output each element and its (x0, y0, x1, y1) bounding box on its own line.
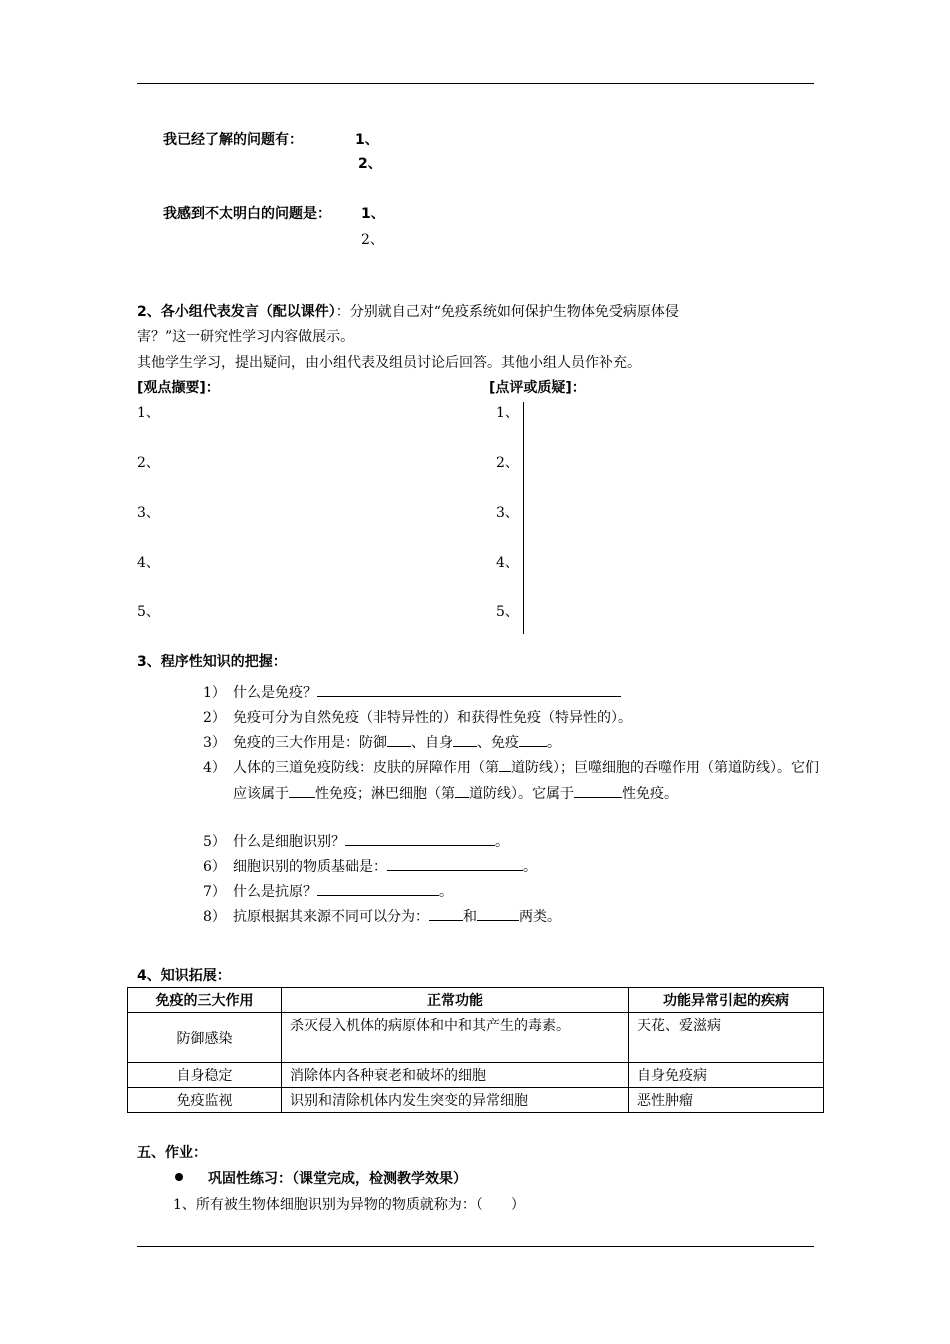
answer-blank[interactable] (387, 856, 523, 871)
practice-label: 巩固性练习：（课堂完成，检测教学效果） (208, 1171, 467, 1187)
viewpoint-item-1: 1、 (137, 405, 160, 421)
table-header-row (128, 988, 824, 1013)
answer-blank[interactable] (317, 881, 439, 896)
known-item-1: 1、 (355, 132, 379, 148)
column-divider (523, 402, 524, 634)
table-cell: 恶性肿瘤 (629, 1088, 824, 1113)
list-item-8: 8） 抗原根据其来源不同可以分为： 和 两类。 (203, 904, 823, 930)
section2-line1 (137, 301, 679, 321)
answer-blank[interactable] (455, 783, 469, 798)
list-item-5: 5） 什么是细胞识别？ 。 (203, 829, 823, 855)
unclear-item-1: 1、 (361, 206, 385, 222)
table-row (128, 1013, 824, 1063)
answer-blank[interactable] (499, 757, 511, 772)
viewpoint-item-4: 4、 (137, 555, 160, 571)
table-cell: 杀灭侵入机体的病原体和中和其产生的毒素。 (282, 1013, 629, 1063)
answer-blank[interactable] (429, 906, 463, 921)
table-header: 功能异常引起的疾病 (629, 988, 824, 1013)
list-item-3: 3） 免疫的三大作用是：防御 、自身 、免疫 。 (203, 730, 823, 756)
item-number: 2） (203, 710, 226, 726)
answer-blank[interactable] (387, 732, 411, 747)
answer-blank[interactable] (317, 682, 621, 697)
comment-item-1: 1、 (496, 405, 519, 421)
comment-item-3: 3、 (496, 505, 519, 521)
item-number: 6） (203, 859, 226, 875)
unclear-label: 我感到不太明白的问题是： (163, 206, 331, 222)
table-cell: 免疫监视 (128, 1088, 282, 1113)
comment-heading: [点评或质疑]： (489, 380, 586, 396)
list-item-4: 4） 人体的三道免疫防线：皮肤的屏障作用（第 道防线）；巨噬细胞的吞噬作用（第道防线）。它们应该属于 性免疫；淋巴细胞（第 道防线）。它属于 性免疫。 (203, 755, 823, 833)
knowledge-table (127, 987, 824, 1113)
section2-text2: 害？”这一研究性学习内容做展示。 (137, 329, 355, 345)
item-number: 8） (203, 909, 226, 925)
viewpoint-item-3: 3、 (137, 505, 160, 521)
section2-text3: 其他学生学习，提出疑问，由小组代表及组员讨论后回答。其他小组人员作补充。 (137, 355, 641, 371)
bottom-rule (137, 1246, 814, 1247)
list-item-6: 6） 细胞识别的物质基础是： 。 (203, 854, 823, 880)
answer-blank[interactable] (519, 732, 547, 747)
table-cell: 防御感染 (128, 1013, 282, 1063)
top-rule (137, 83, 814, 84)
table-cell: 识别和清除机体内发生突变的异常细胞 (282, 1088, 629, 1113)
unclear-item-2: 2、 (361, 232, 384, 248)
table-row (128, 1063, 824, 1088)
list-item-2: 2） 免疫可分为自然免疫（非特异性的）和获得性免疫（特异性的）。 (203, 705, 823, 731)
item-number: 5） (203, 834, 226, 850)
item-number: 4） (203, 760, 226, 776)
question-1: 1、所有被生物体细胞识别为异物的物质就称为：（ ） (173, 1197, 525, 1213)
table-header: 免疫的三大作用 (128, 988, 282, 1013)
section2-text1: ：分别就自己对“免疫系统如何保护生物体免受病原体侵 (335, 304, 679, 320)
comment-item-2: 2、 (496, 455, 519, 471)
section2-heading: 2、各小组代表发言（配以课件） (137, 304, 336, 320)
table-cell: 自身免疫病 (629, 1063, 824, 1088)
table-cell: 天花、爱滋病 (629, 1013, 824, 1063)
section3-heading: 3、程序性知识的把握： (137, 654, 287, 670)
list-item-7: 7） 什么是抗原？ 。 (203, 879, 823, 905)
answer-blank[interactable] (345, 831, 495, 846)
bullet-icon (175, 1173, 183, 1181)
answer-blank[interactable] (289, 783, 315, 798)
known-item-2: 2、 (358, 156, 382, 172)
table-cell: 消除体内各种衰老和破坏的细胞 (282, 1063, 629, 1088)
answer-blank[interactable] (453, 732, 477, 747)
item-number: 1） (203, 685, 226, 701)
section4-heading: 4、知识拓展： (137, 968, 231, 984)
answer-blank[interactable] (574, 783, 622, 798)
table-row (128, 1088, 824, 1113)
item-number: 7） (203, 884, 226, 900)
item-number: 3） (203, 735, 226, 751)
table-cell: 自身稳定 (128, 1063, 282, 1088)
table-header: 正常功能 (282, 988, 629, 1013)
viewpoint-item-2: 2、 (137, 455, 160, 471)
section5-heading: 五、作业： (137, 1145, 207, 1161)
comment-item-4: 4、 (496, 555, 519, 571)
comment-item-5: 5、 (496, 604, 519, 620)
viewpoint-item-5: 5、 (137, 604, 160, 620)
viewpoint-heading: [观点撷要]： (137, 380, 220, 396)
answer-blank[interactable] (477, 906, 519, 921)
known-label: 我已经了解的问题有： (163, 132, 303, 148)
list-item-1: 1） 什么是免疫？ (203, 680, 823, 706)
